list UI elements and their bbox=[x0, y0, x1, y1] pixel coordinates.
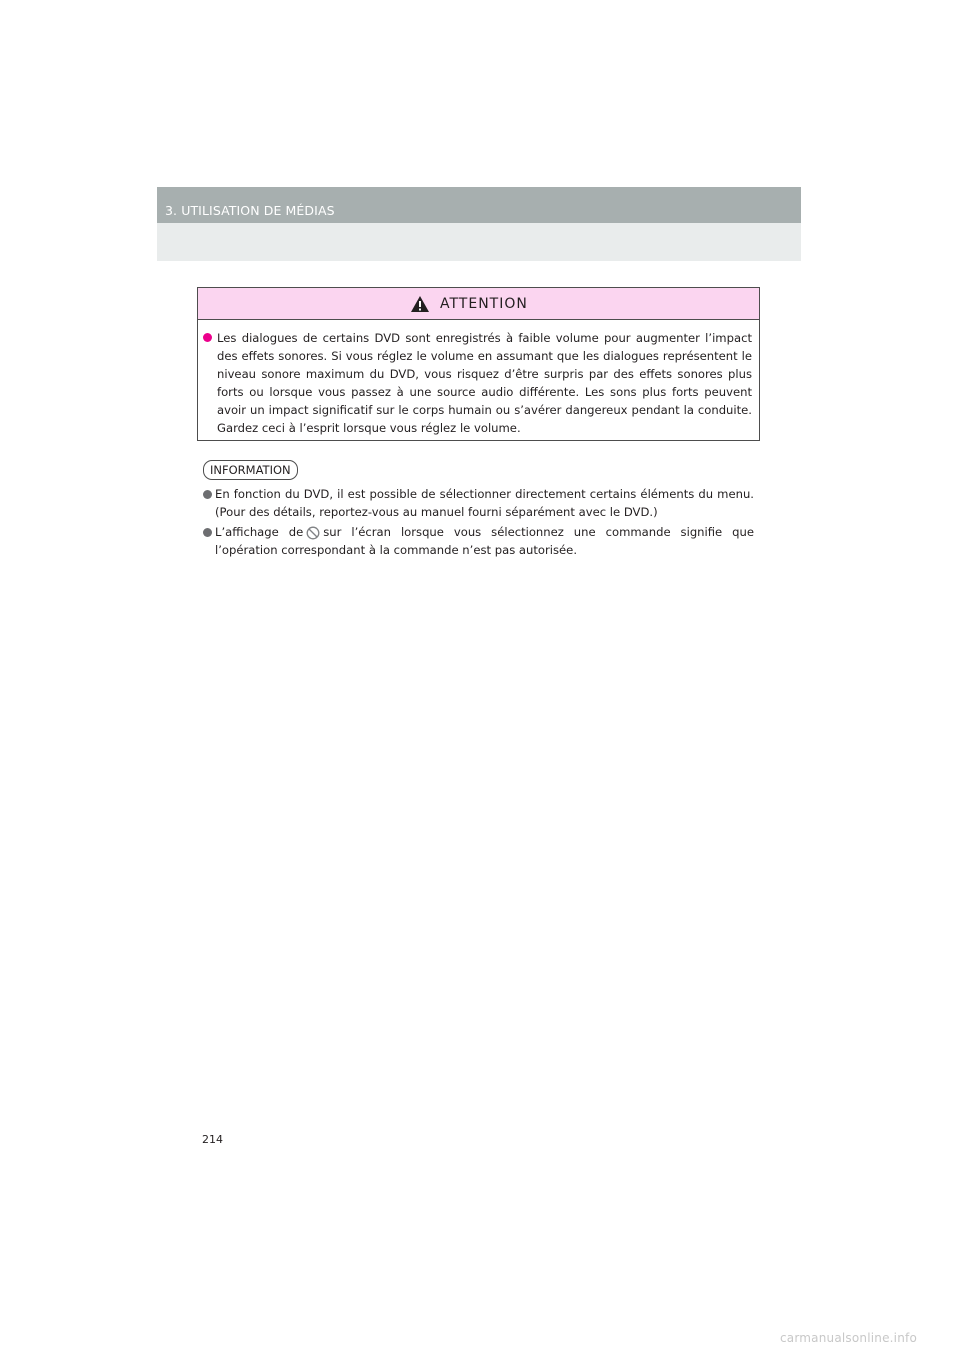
information-item-text-after: sur l’écran lorsque vous sélectionnez une commande signifie que l’opération correspondant à la commande n’est pas autorisée. bbox=[215, 525, 754, 557]
bullet-icon bbox=[203, 528, 212, 537]
information-label: INFORMATION bbox=[203, 460, 298, 480]
page-number: 214 bbox=[202, 1133, 223, 1146]
section-title: 3. UTILISATION DE MÉDIAS bbox=[165, 203, 335, 218]
bullet-icon bbox=[203, 333, 212, 342]
attention-header bbox=[198, 288, 759, 320]
attention-body bbox=[198, 320, 759, 437]
attention-text: Les dialogues de certains DVD sont enregistrés à faible volume pour augmenter l’impact des effets sonores. Si vous réglez le volume en assumant que les dialogues représentent le niveau sonore maximum du DVD, vous risquez d’être surpris par des effets sonores plus forts ou lorsque vous passez à une source audio différente. Les sons plus forts peuvent avoir un impact significatif sur le corps humain ou s’avérer dangereux pendant la conduite. Gardez ceci à l’esprit lorsque vous réglez le volume. bbox=[217, 331, 752, 435]
attention-title: ATTENTION bbox=[440, 296, 528, 312]
section-header-bar bbox=[157, 187, 801, 223]
information-item bbox=[203, 523, 754, 559]
attention-box bbox=[197, 287, 760, 441]
information-item-text-before: L’affichage de bbox=[215, 525, 304, 539]
information-item-text: En fonction du DVD, il est possible de sélectionner directement certains éléments du menu. (Pour des détails, reportez-vous au manuel fourni séparément avec le DVD.) bbox=[215, 487, 754, 519]
prohibited-icon bbox=[306, 526, 320, 540]
section-header-subbar bbox=[157, 223, 801, 261]
bullet-icon bbox=[203, 490, 212, 499]
information-item bbox=[203, 485, 754, 521]
watermark: carmanualsonline.info bbox=[780, 1331, 917, 1345]
warning-triangle-icon bbox=[410, 295, 430, 313]
information-item-text bbox=[215, 523, 754, 559]
